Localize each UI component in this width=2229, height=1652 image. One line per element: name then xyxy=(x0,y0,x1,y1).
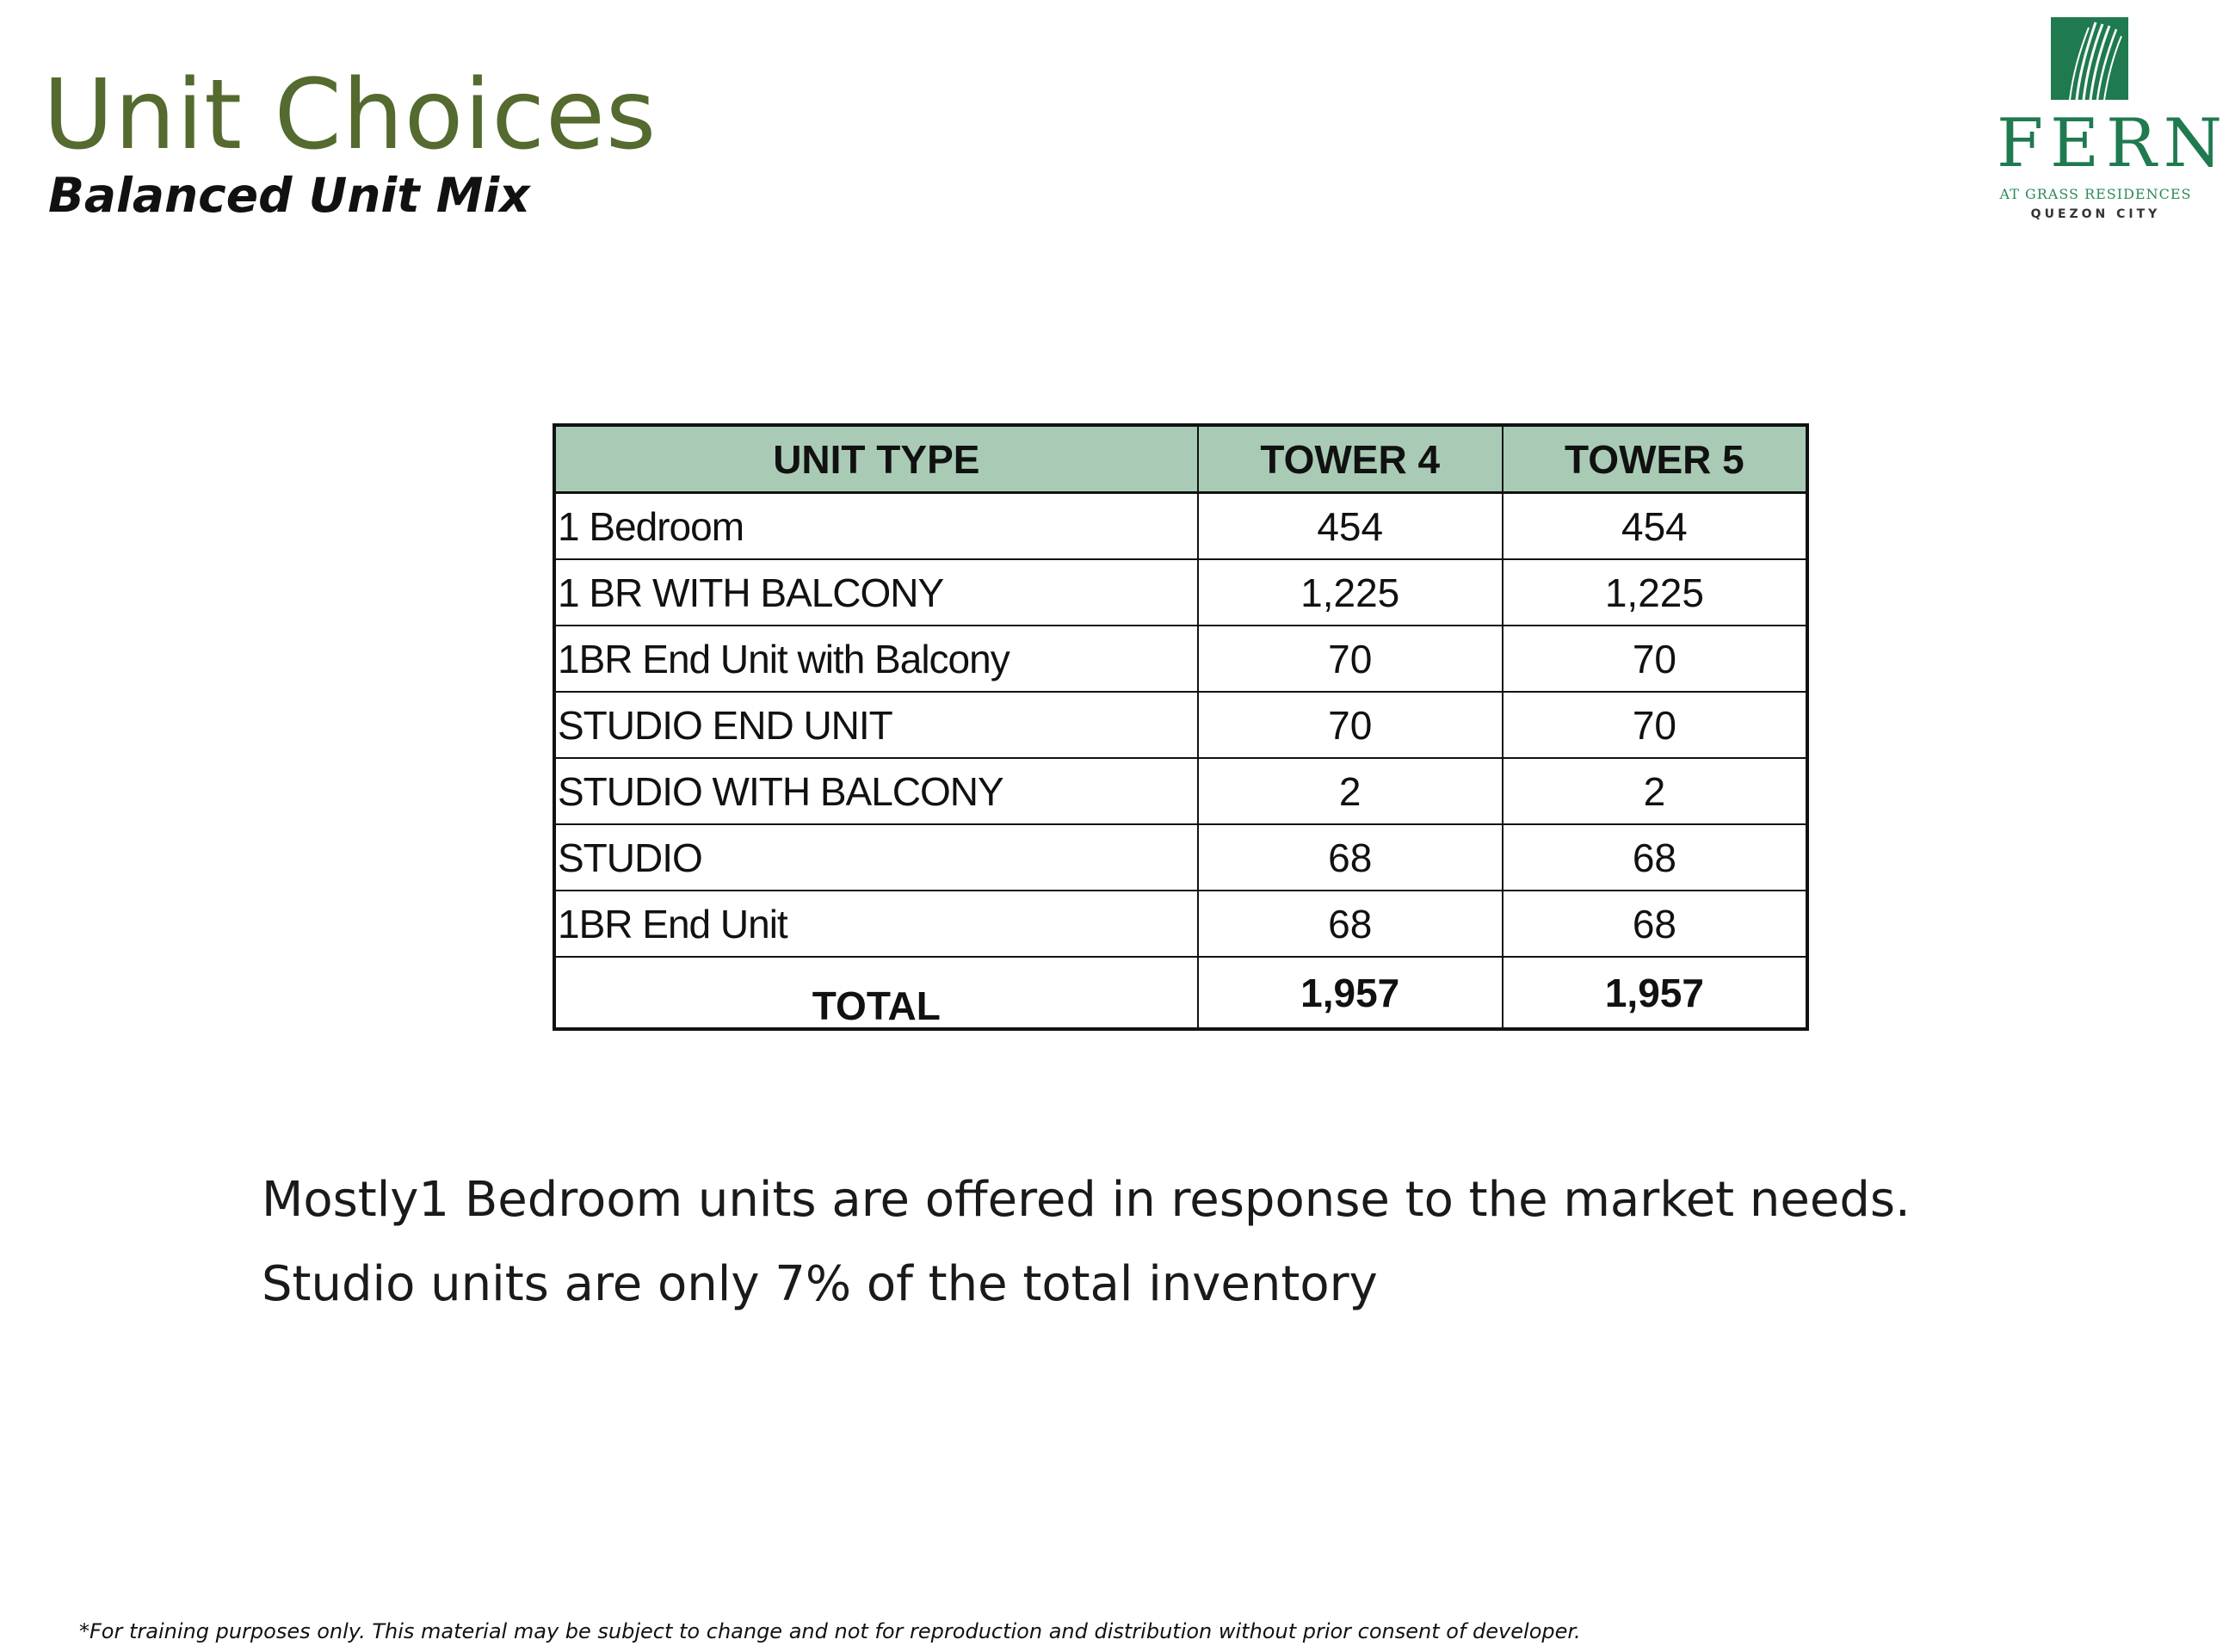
column-header-tower-4: TOWER 4 xyxy=(1198,425,1503,493)
table-row xyxy=(554,493,1807,560)
tower-5-cell: 454 xyxy=(1503,493,1807,560)
total-label-cell: TOTAL xyxy=(554,957,1198,1029)
unit-type-cell: 1 BR WITH BALCONY xyxy=(554,559,1198,626)
page-subtitle: Balanced Unit Mix xyxy=(48,168,530,223)
fern-leaf-icon xyxy=(2051,17,2128,100)
unit-type-cell: STUDIO xyxy=(554,824,1198,891)
unit-type-cell: 1BR End Unit with Balcony xyxy=(554,626,1198,692)
tower-4-cell: 68 xyxy=(1198,891,1503,957)
logo-tagline: AT GRASS RESIDENCES xyxy=(1999,186,2192,202)
unit-mix-table xyxy=(553,423,1809,1031)
tower-5-cell: 1,225 xyxy=(1503,559,1807,626)
tower-4-cell: 2 xyxy=(1198,758,1503,824)
total-tower-4-cell: 1,957 xyxy=(1198,957,1503,1029)
fern-logo xyxy=(1997,17,2229,221)
tower-4-cell: 70 xyxy=(1198,692,1503,758)
logo-wordmark: FERN xyxy=(1997,105,2229,182)
tower-5-cell: 68 xyxy=(1503,824,1807,891)
note-text: Studio units are only 7% of the total inventory xyxy=(262,1256,1378,1312)
note-text: Mostly1 Bedroom units are offered in response to the market needs. xyxy=(262,1172,1911,1228)
table-row xyxy=(554,891,1807,957)
tower-4-cell: 68 xyxy=(1198,824,1503,891)
tower-4-cell: 1,225 xyxy=(1198,559,1503,626)
tower-5-cell: 68 xyxy=(1503,891,1807,957)
table-row xyxy=(554,559,1807,626)
table-total-row xyxy=(554,957,1807,1029)
column-header-tower-5: TOWER 5 xyxy=(1503,425,1807,493)
table-row xyxy=(554,824,1807,891)
tower-5-cell: 70 xyxy=(1503,692,1807,758)
unit-type-cell: 1BR End Unit xyxy=(554,891,1198,957)
logo-city: QUEZON CITY xyxy=(2030,207,2161,221)
table-header-row xyxy=(554,425,1807,493)
unit-type-cell: 1 Bedroom xyxy=(554,493,1198,560)
notes-section xyxy=(262,1172,2069,1341)
table-row xyxy=(554,626,1807,692)
unit-type-cell: STUDIO END UNIT xyxy=(554,692,1198,758)
tower-5-cell: 70 xyxy=(1503,626,1807,692)
tower-4-cell: 454 xyxy=(1198,493,1503,560)
column-header-unit-type: UNIT TYPE xyxy=(554,425,1198,493)
table-row xyxy=(554,758,1807,824)
unit-type-cell: STUDIO WITH BALCONY xyxy=(554,758,1198,824)
tower-5-cell: 2 xyxy=(1503,758,1807,824)
total-tower-5-cell: 1,957 xyxy=(1503,957,1807,1029)
table-row xyxy=(554,692,1807,758)
tower-4-cell: 70 xyxy=(1198,626,1503,692)
disclaimer-footer: *For training purposes only. This material may be subject to change and not for reproduction and distribution without prior consent of developer. xyxy=(79,1619,1581,1643)
page-title: Unit Choices xyxy=(43,59,658,171)
